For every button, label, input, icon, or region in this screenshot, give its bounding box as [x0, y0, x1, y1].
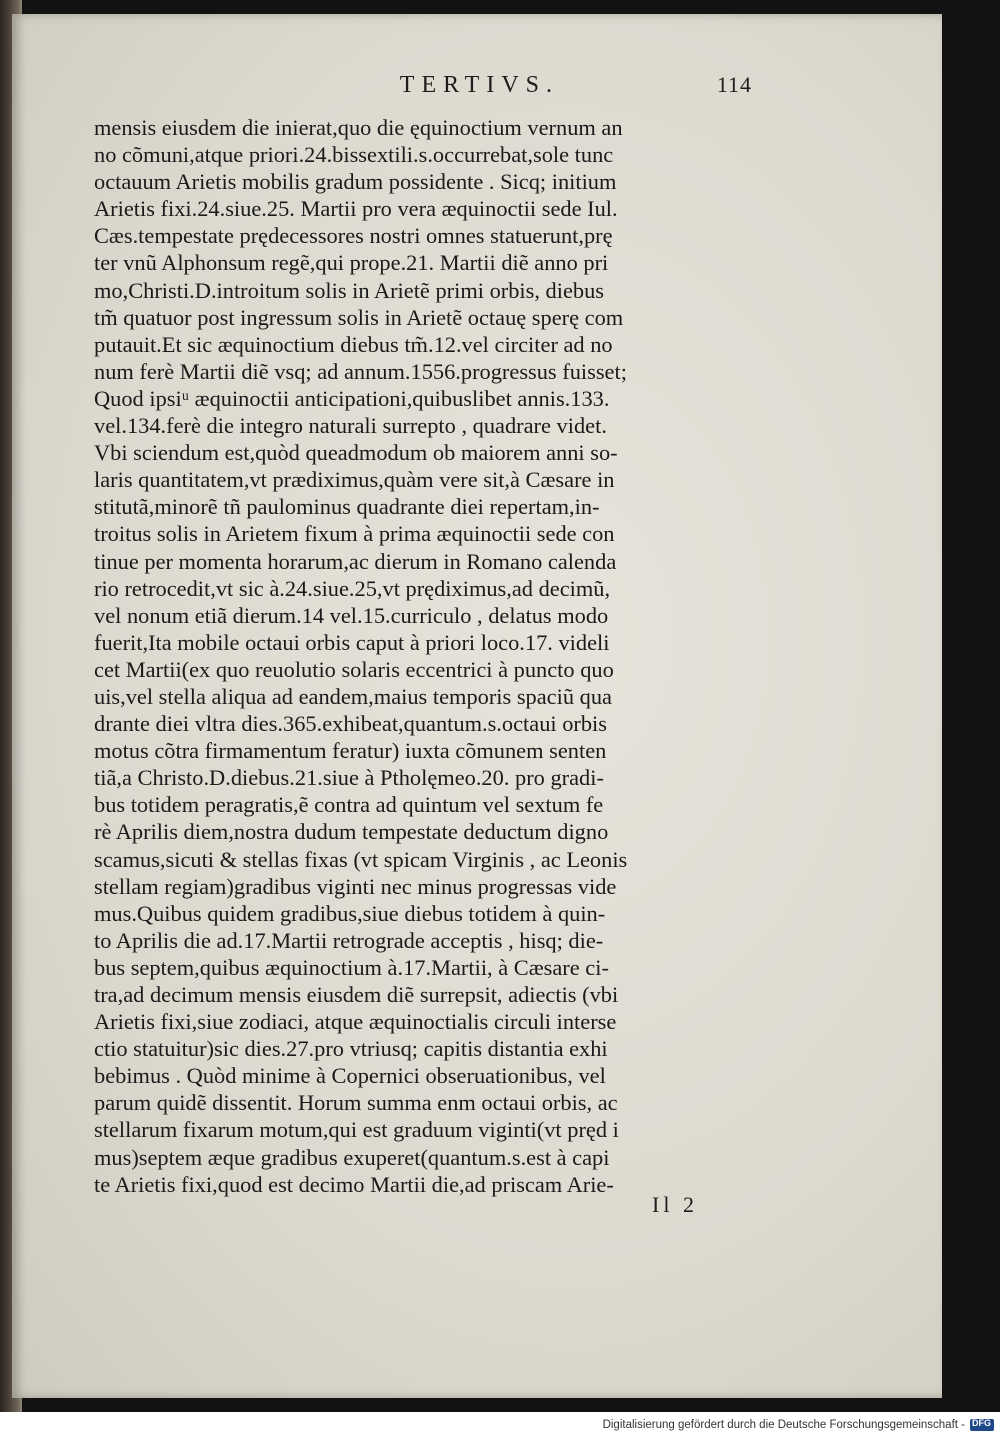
text-line: bebimus . Quòd minime à Copernici obseruationibus, vel: [94, 1063, 606, 1089]
text-line: mus.Quibus quidem gradibus,siue diebus totidem à quin-: [94, 900, 606, 926]
digitization-footer: [0, 1412, 1000, 1438]
text-line: to Aprilis die ad.17.Martii retrograde acceptis , hisq; die-: [94, 927, 604, 953]
text-line: stitutã,minorẽ tñ paulominus quadrante diei repertam,in-: [94, 494, 600, 520]
text-line: Cæs.tempestate prędecessores nostri omnes statuerunt,prę: [94, 223, 613, 249]
page-header: [92, 72, 752, 99]
text-line: parum quidẽ dissentit. Horum summa enm octaui orbis, ac: [94, 1090, 618, 1116]
text-line: te Arietis fixi,quod est decimo Martii die,ad priscam Arie-: [94, 1171, 614, 1197]
text-line: ctio statuitur)sic dies.27.pro vtriusq; capitis distantia exhi: [94, 1036, 608, 1062]
text-line: mo,Christi.D.introitum solis in Arietẽ primi orbis, diebus: [94, 277, 604, 303]
body-text: [94, 114, 774, 1198]
text-line: Quod ipsiᵘ æquinoctii anticipationi,quibuslibet annis.133.: [94, 385, 610, 411]
text-line: rio retrocedit,vt sic à.24.siue.25,vt prędiximus,ad decimũ,: [94, 575, 611, 601]
text-line: tinue per momenta horarum,ac dierum in Romano calenda: [94, 548, 617, 574]
text-line: motus cõtra firmamentum feratur) iuxta cõmunem senten: [94, 738, 607, 764]
text-line: num ferè Martii diẽ vsq; ad annum.1556.progressus fuisset;: [94, 358, 627, 384]
text-line: vel nonum etiã dierum.14 vel.15.curriculo , delatus modo: [94, 602, 609, 628]
text-line: stellarum fixarum motum,qui est graduum viginti(vt pręd i: [94, 1117, 619, 1143]
text-line: Arietis fixi.24.siue.25. Martii pro vera æquinoctii sede Iul.: [94, 196, 618, 222]
text-line: bus totidem peragratis,ẽ contra ad quintum vel sextum fe: [94, 792, 604, 818]
text-line: rè Aprilis diem,nostra dudum tempestate deductum digno: [94, 819, 609, 845]
text-line: laris quantitatem,vt prædiximus,quàm vere sit,à Cæsare in: [94, 467, 615, 493]
folio-number: 114: [716, 72, 752, 97]
text-line: tiã,a Christo.D.diebus.21.siue à Ptholęmeo.20. pro gradi-: [94, 765, 604, 791]
footer-credit: Digitalisierung gefördert durch die Deutsche Forschungsgemeinschaft -: [602, 1419, 965, 1431]
dfg-logo-icon: [970, 1419, 994, 1431]
signature-mark: Il 2: [652, 1192, 698, 1217]
text-line: troitus solis in Arietem fixum à prima æquinoctii sede con: [94, 521, 615, 547]
text-line: cet Martii(ex quo reuolutio solaris eccentrici à puncto quo: [94, 656, 614, 682]
text-line: tra,ad decimum mensis eiusdem diẽ surrepsit, adiectis (vbi: [94, 982, 619, 1007]
text-line: octauum Arietis mobilis gradum possidente . Sicq; initium: [94, 169, 617, 195]
text-line: no cõmuni,atque priori.24.bissextili.s.occurrebat,sole tunc: [94, 142, 614, 168]
text-line: drante diei vltra dies.365.exhibeat,quantum.s.octaui orbis: [94, 711, 607, 737]
text-line: stellam regiam)gradibus viginti nec minus progressas vide: [94, 873, 617, 899]
text-line: mensis eiusdem die inierat,quo die ęquinoctium vernum an: [94, 115, 623, 140]
book-page: [12, 14, 942, 1398]
running-head: TERTIVS.: [399, 72, 560, 98]
text-line: mus)septem æque gradibus exuperet(quantum.s.est à capi: [94, 1144, 610, 1170]
text-line: fuerit,Ita mobile octaui orbis caput à priori loco.17. videli: [94, 629, 610, 655]
text-line: Arietis fixi,siue zodiaci, atque æquinoctialis circuli interse: [94, 1009, 617, 1035]
text-line: bus septem,quibus æquinoctium à.17.Martii, à Cæsare ci-: [94, 954, 609, 980]
text-line: uis,vel stella aliqua ad eandem,maius temporis spaciũ qua: [94, 683, 612, 709]
text-line: tm̃ quatuor post ingressum solis in Arietẽ octauę sperę com: [94, 304, 624, 330]
text-line: Vbi sciendum est,quòd queadmodum ob maiorem anni so-: [94, 440, 618, 466]
text-line: scamus,sicuti & stellas fixas (vt spicam Virginis , ac Leonis: [94, 846, 628, 872]
text-line: vel.134.ferè die integro naturali surrepto , quadrare videt.: [94, 413, 607, 439]
text-line: ter vnũ Alphonsum regẽ,qui prope.21. Martii diẽ anno pri: [94, 250, 609, 276]
text-line: putauit.Et sic æquinoctium diebus tm̃.12.vel circiter ad no: [94, 331, 613, 357]
